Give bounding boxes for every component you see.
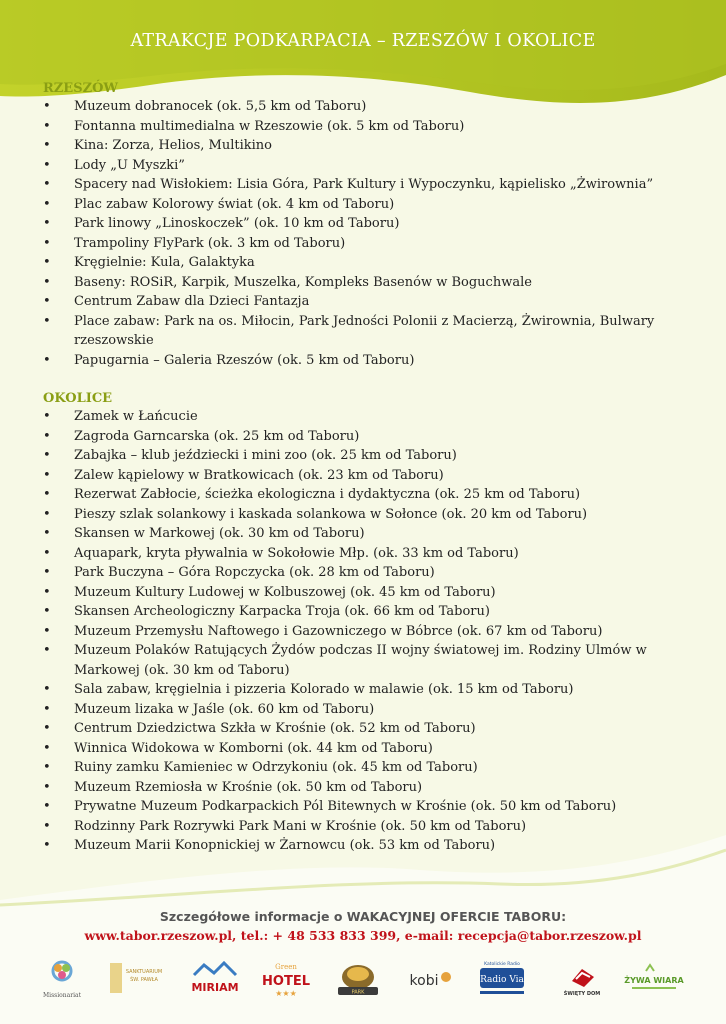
list-item: • Place zabaw: Park na os. Miłocin, Park Jedności Polonii z Macierzą, Żwirownia, Bulwary rzeszowskie: [43, 312, 703, 351]
list-item: • Zabajka – klub jeździecki i mini zoo (ok. 25 km od Taboru): [43, 446, 703, 466]
list-item: • Papugarnia – Galeria Rzeszów (ok. 5 km od Taboru): [43, 351, 703, 371]
list-item: • Zagroda Garncarska (ok. 25 km od Taboru): [43, 427, 703, 447]
page-title: ATRAKCJE PODKARPACIA – RZESZÓW I OKOLICE: [130, 31, 596, 51]
list-item: • Muzeum lizaka w Jaśle (ok. 60 km od Taboru): [43, 700, 703, 720]
svg-text:Radio Via: Radio Via: [480, 975, 524, 985]
list-item: • Kina: Zorza, Helios, Multikino: [43, 136, 703, 156]
section-heading-rzeszow: RZESZÓW: [43, 81, 119, 96]
list-item: • Ruiny zamku Kamieniec w Odrzykoniu (ok. 45 km od Taboru): [43, 758, 703, 778]
svg-text:Missionariat: Missionariat: [43, 992, 81, 999]
list-item: • Park Buczyna – Góra Ropczycka (ok. 28 km od Taboru): [43, 563, 703, 583]
sanktuarium-logo: [106, 956, 166, 1002]
zielony-park-logo: [330, 956, 386, 1002]
svg-text:ŚWIĘTY DOM: ŚWIĘTY DOM: [563, 991, 601, 997]
list-item: • Muzeum Marii Konopnickiej w Żarnowcu (ok. 53 km od Taboru): [43, 836, 703, 856]
okolice-list: [43, 407, 703, 856]
list-item: • Fontanna multimedialna w Rzeszowie (ok. 5 km od Taboru): [43, 117, 703, 137]
list-item: • Sala zabaw, kręgielnia i pizzeria Kolorado w malawie (ok. 15 km od Taboru): [43, 680, 703, 700]
list-item: • Park linowy „Linoskoczek” (ok. 10 km od Taboru): [43, 214, 703, 234]
svg-text:HOTEL: HOTEL: [262, 974, 310, 989]
attractions-list: [43, 80, 703, 856]
svg-text:kobi: kobi: [409, 973, 439, 989]
list-item: • Muzeum Kultury Ludowej w Kolbuszowej (ok. 45 km od Taboru): [43, 583, 703, 603]
list-item: • Zalew kąpielowy w Bratkowicach (ok. 23 km od Taboru): [43, 466, 703, 486]
kobi-logo: [400, 956, 456, 1002]
list-item: • Kręgielnie: Kula, Galaktyka: [43, 253, 703, 273]
rzeszow-list: [43, 97, 703, 370]
svg-text:MIRIAM: MIRIAM: [191, 981, 239, 994]
zywa-wiara-logo: [624, 956, 684, 1002]
footer-info-bold: WAKACYJNEJ OFERCIE TABORU:: [346, 909, 567, 924]
list-item: • Pieszy szlak solankowy i kaskada solankowa w Sołonce (ok. 20 km od Taboru): [43, 505, 703, 525]
list-item: • Winnica Widokowa w Komborni (ok. 44 km od Taboru): [43, 739, 703, 759]
list-item: • Muzeum Polaków Ratujących Żydów podczas II wojny światowej im. Rodziny Ulmów w Markowej (ok. 30 km od Taboru): [43, 641, 703, 680]
misja-logo: [40, 956, 84, 1002]
footer-info: [0, 907, 726, 926]
green-hotel-logo: [258, 956, 314, 1002]
svg-text:★★★: ★★★: [275, 989, 297, 998]
list-item: • Aquapark, kryta pływalnia w Sokołowie Młp. (ok. 33 km od Taboru): [43, 544, 703, 564]
sponsor-logos: [40, 956, 690, 1006]
list-item: • Centrum Dziedzictwa Szkła w Krośnie (ok. 52 km od Taboru): [43, 719, 703, 739]
footer-info-prefix: Szczegółowe informacje o: [159, 909, 347, 924]
svg-text:Katolickie Radio: Katolickie Radio: [484, 962, 520, 967]
svg-text:PARK: PARK: [351, 989, 365, 996]
list-item: • Trampoliny FlyPark (ok. 3 km od Taboru): [43, 234, 703, 254]
list-item: • Skansen Archeologiczny Karpacka Troja (ok. 66 km od Taboru): [43, 602, 703, 622]
list-item: • Centrum Zabaw dla Dzieci Fantazja: [43, 292, 703, 312]
list-item: • Lody „U Myszki”: [43, 156, 703, 176]
list-item: • Spacery nad Wisłokiem: Lisia Góra, Park Kultury i Wypoczynku, kąpielisko „Żwirownia”: [43, 175, 703, 195]
list-item: • Plac zabaw Kolorowy świat (ok. 4 km od Taboru): [43, 195, 703, 215]
svg-text:ŚW. PAWŁA: ŚW. PAWŁA: [130, 977, 158, 983]
list-item: • Rodzinny Park Rozrywki Park Mani w Krośnie (ok. 50 km od Taboru): [43, 817, 703, 837]
radio-via-logo: [472, 956, 532, 1002]
list-item: • Skansen w Markowej (ok. 30 km od Taboru): [43, 524, 703, 544]
swiety-dom-logo: [554, 956, 610, 1002]
section-heading-okolice: OKOLICE: [43, 391, 113, 406]
miriam-logo: [190, 956, 240, 1002]
list-item: • Muzeum dobranocek (ok. 5,5 km od Taboru): [43, 97, 703, 117]
list-item: • Prywatne Muzeum Podkarpackich Pól Bitewnych w Krośnie (ok. 50 km od Taboru): [43, 797, 703, 817]
list-item: • Rezerwat Zabłocie, ścieżka ekologiczna i dydaktyczna (ok. 25 km od Taboru): [43, 485, 703, 505]
footer-contact[interactable]: www.tabor.rzeszow.pl, tel.: + 48 533 833 399, e-mail: recepcja@tabor.rzeszow.pl: [84, 928, 642, 943]
list-item: • Muzeum Przemysłu Naftowego i Gazowniczego w Bóbrce (ok. 67 km od Taboru): [43, 622, 703, 642]
svg-text:SANKTUARIUM: SANKTUARIUM: [125, 969, 163, 975]
footer: [0, 907, 726, 945]
list-item: • Muzeum Rzemiosła w Krośnie (ok. 50 km od Taboru): [43, 778, 703, 798]
svg-text:Green: Green: [275, 963, 297, 971]
svg-text:ŻYWA WIARA: ŻYWA WIARA: [624, 976, 684, 985]
list-item: • Zamek w Łańcucie: [43, 407, 703, 427]
list-item: • Baseny: ROSiR, Karpik, Muszelka, Kompleks Basenów w Boguchwale: [43, 273, 703, 293]
